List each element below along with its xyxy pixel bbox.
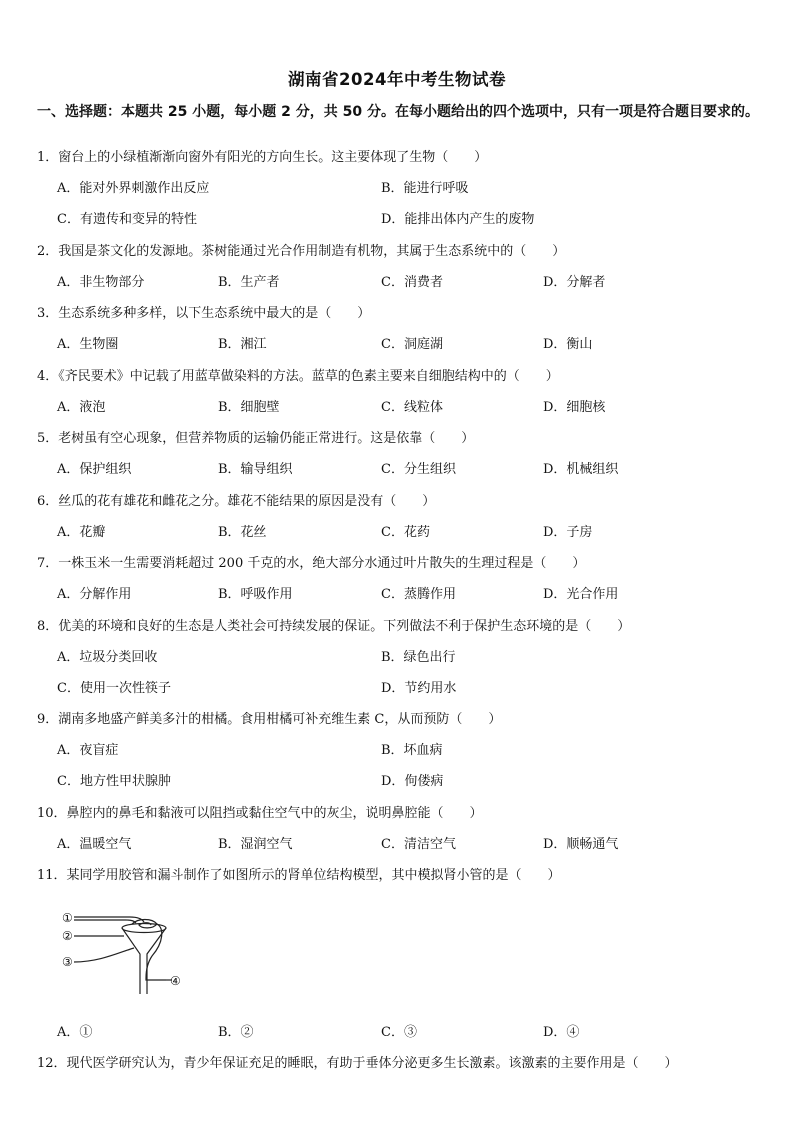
question-8-option-a[interactable]: A．垃圾分类回收 [57, 650, 158, 665]
question-11-option-d[interactable]: D．④ [543, 1025, 580, 1040]
question-5-option-d[interactable]: D．机械组织 [543, 462, 619, 477]
question-12-stem: 12．现代医学研究认为，青少年保证充足的睡眠，有助于垂体分泌更多生长激素。该激素的主要作用是（ ） [37, 1056, 678, 1071]
question-3-option-b[interactable]: B．湘江 [218, 337, 267, 352]
question-7-option-c[interactable]: C．蒸腾作用 [381, 587, 456, 602]
question-6-option-b[interactable]: B．花丝 [218, 525, 267, 540]
figure-label-4: ④ [170, 974, 181, 988]
question-5-option-c[interactable]: C．分生组织 [381, 462, 456, 477]
question-1-option-b[interactable]: B．能进行呼吸 [381, 181, 469, 196]
question-3-stem: 3．生态系统多种多样，以下生态系统中最大的是（ ） [37, 306, 371, 321]
question-6-option-d[interactable]: D．子房 [543, 525, 593, 540]
question-11-stem: 11．某同学用胶管和漏斗制作了如图所示的肾单位结构模型，其中模拟肾小管的是（ ） [37, 868, 561, 883]
question-2-stem: 2．我国是茶文化的发源地。茶树能通过光合作用制造有机物，其属于生态系统中的（ ） [37, 244, 566, 259]
question-1-option-d[interactable]: D．能排出体内产生的废物 [381, 212, 535, 227]
question-4-option-d[interactable]: D．细胞核 [543, 400, 606, 415]
nephron-model-figure [60, 908, 185, 998]
question-5-option-a[interactable]: A．保护组织 [57, 462, 132, 477]
question-2-option-d[interactable]: D．分解者 [543, 275, 606, 290]
question-3-option-a[interactable]: A．生物圈 [57, 337, 119, 352]
question-7-stem: 7．一株玉米一生需要消耗超过 200 千克的水，绝大部分水通过叶片散失的生理过程是（ ） [37, 556, 586, 571]
question-6-option-c[interactable]: C．花药 [381, 525, 430, 540]
question-7-option-b[interactable]: B．呼吸作用 [218, 587, 293, 602]
figure-label-2: ② [62, 929, 73, 943]
question-6-option-a[interactable]: A．花瓣 [57, 525, 106, 540]
question-11-option-a[interactable]: A．① [57, 1025, 93, 1040]
question-9-option-d[interactable]: D．佝偻病 [381, 774, 444, 789]
question-4-option-a[interactable]: A．液泡 [57, 400, 106, 415]
question-10-stem: 10．鼻腔内的鼻毛和黏液可以阻挡或黏住空气中的灰尘，说明鼻腔能（ ） [37, 806, 483, 821]
question-1-option-a[interactable]: A．能对外界刺激作出反应 [57, 181, 210, 196]
question-2-option-a[interactable]: A．非生物部分 [57, 275, 145, 290]
question-11-option-c[interactable]: C．③ [381, 1025, 417, 1040]
question-9-stem: 9．湖南多地盛产鲜美多汁的柑橘。食用柑橘可补充维生素 C，从而预防（ ） [37, 712, 502, 727]
question-7-option-d[interactable]: D．光合作用 [543, 587, 619, 602]
question-10-option-b[interactable]: B．湿润空气 [218, 837, 293, 852]
question-4-option-c[interactable]: C．线粒体 [381, 400, 443, 415]
question-5-option-b[interactable]: B．输导组织 [218, 462, 293, 477]
question-3-option-d[interactable]: D．衡山 [543, 337, 593, 352]
section-heading: 一、选择题：本题共 25 小题，每小题 2 分，共 50 分。在每小题给出的四个选项中，只有一项是符合题目要求的。 [37, 104, 759, 120]
page-title: 湖南省2024年中考生物试卷 [288, 70, 506, 89]
question-6-stem: 6．丝瓜的花有雄花和雌花之分。雄花不能结果的原因是没有（ ） [37, 494, 436, 509]
question-2-option-b[interactable]: B．生产者 [218, 275, 280, 290]
question-9-option-a[interactable]: A．夜盲症 [57, 743, 119, 758]
question-10-option-c[interactable]: C．清洁空气 [381, 837, 456, 852]
question-9-option-c[interactable]: C．地方性甲状腺肿 [57, 774, 171, 789]
question-5-stem: 5．老树虽有空心现象，但营养物质的运输仍能正常进行。这是依靠（ ） [37, 431, 475, 446]
question-9-option-b[interactable]: B．坏血病 [381, 743, 443, 758]
question-8-option-d[interactable]: D．节约用水 [381, 681, 457, 696]
question-10-option-d[interactable]: D．顺畅通气 [543, 837, 619, 852]
question-8-stem: 8．优美的环境和良好的生态是人类社会可持续发展的保证。下列做法不利于保护生态环境的是（ ） [37, 619, 631, 634]
question-10-option-a[interactable]: A．温暖空气 [57, 837, 132, 852]
question-11-option-b[interactable]: B．② [218, 1025, 254, 1040]
figure-label-3: ③ [62, 955, 73, 969]
question-2-option-c[interactable]: C．消费者 [381, 275, 443, 290]
question-4-option-b[interactable]: B．细胞壁 [218, 400, 280, 415]
question-7-option-a[interactable]: A．分解作用 [57, 587, 132, 602]
question-4-stem: 4．《齐民要术》中记载了用蓝草做染料的方法。蓝草的色素主要来自细胞结构中的（ ） [37, 369, 559, 384]
question-1-stem: 1．窗台上的小绿植渐渐向窗外有阳光的方向生长。这主要体现了生物（ ） [37, 150, 488, 165]
question-1-option-c[interactable]: C．有遗传和变异的特性 [57, 212, 197, 227]
figure-label-1: ① [62, 911, 73, 925]
question-8-option-b[interactable]: B．绿色出行 [381, 650, 456, 665]
question-8-option-c[interactable]: C．使用一次性筷子 [57, 681, 171, 696]
funnel-cone [122, 928, 140, 994]
question-3-option-c[interactable]: C．洞庭湖 [381, 337, 443, 352]
